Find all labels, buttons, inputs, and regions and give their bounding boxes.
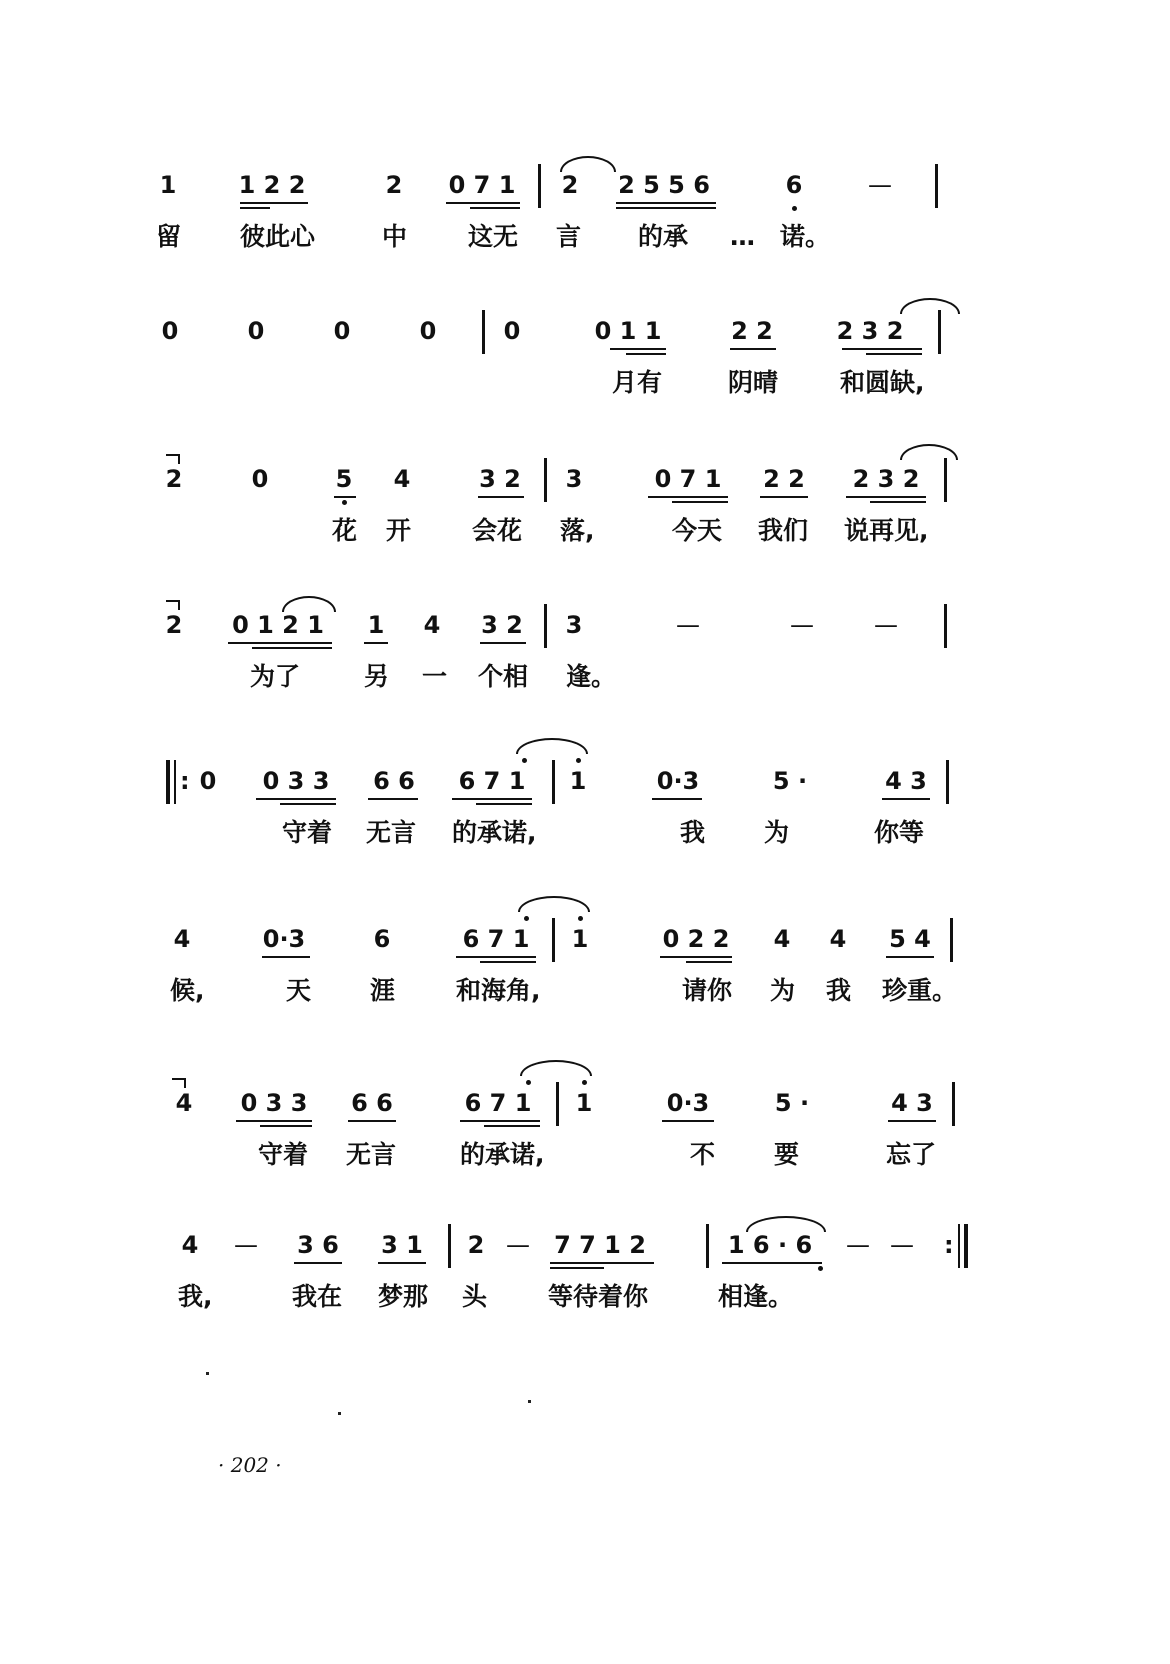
lyric: 的承 [638,222,689,251]
system-8 [0,1230,1170,1370]
lyric: … [730,222,755,251]
note: 2 [561,171,579,199]
underline [870,501,926,503]
note: 2 [165,611,183,639]
note: 0 [503,317,521,345]
lyric: 的承诺, [460,1140,545,1169]
note: 0 2 2 [662,925,730,953]
note: 4 [773,925,791,953]
notation-row [0,610,1170,650]
note: 6 [373,925,391,953]
note: 0 [199,767,217,795]
note: 5 · [774,1089,810,1117]
underline [280,803,336,805]
note: 0 [333,317,351,345]
lyric: 今天 [672,516,723,545]
note: 0 7 1 [654,465,722,493]
barline [938,310,941,354]
note: 2 2 [731,317,773,345]
dash-note: — [234,1231,258,1259]
note: 6 7 1 [458,767,526,795]
note: 6 6 [351,1089,393,1117]
repeat-start-thin [174,760,176,804]
underline [368,798,418,800]
note: 1 [571,925,589,953]
note: 1 [575,1089,593,1117]
note: 3 2 [481,611,523,639]
underline [888,1120,936,1122]
system-4 [0,610,1170,750]
note: 4 [175,1089,193,1117]
underline [866,353,922,355]
lyric: 请你 [682,976,733,1005]
barline [946,760,949,804]
note: 5 [335,465,353,493]
tie-bracket [172,1078,186,1088]
system-1 [0,170,1170,310]
note: 7 7 1 2 [554,1231,646,1259]
note: 1 [367,611,385,639]
underline [484,1125,540,1127]
lyric: 忘了 [886,1140,937,1169]
underline [846,496,926,498]
lyric: 天 [286,976,312,1005]
underline [886,956,934,958]
note: 2 2 [763,465,805,493]
note: 1 [569,767,587,795]
note: 0 7 1 [448,171,516,199]
lyrics-row [0,976,1170,1016]
lyric: 逢。 [566,662,617,691]
note: 6 6 [373,767,415,795]
note: 0·3 [656,767,700,795]
lyrics-row [0,516,1170,556]
barline [544,604,547,648]
underline [480,961,536,963]
note: 2 [165,465,183,493]
lyric: 月有 [612,368,663,397]
lyric: 我们 [758,516,809,545]
note: 3 [565,611,583,639]
note: 6 [785,171,803,199]
lyric: 和海角, [456,976,541,1005]
underline [722,1262,822,1264]
print-speck [206,1372,209,1375]
dash-note: — [846,1231,870,1259]
note: 4 3 [885,767,927,795]
lyric: 我在 [292,1282,343,1311]
lyric: 和圆缺, [840,368,925,397]
dash-note: — [790,611,814,639]
underline [478,496,524,498]
note: 2 [385,171,403,199]
lyrics-row [0,368,1170,408]
repeat-colon: : [180,767,190,795]
note: 0 [161,317,179,345]
lyric: 这无 [468,222,519,251]
lyric: 落, [560,516,595,545]
underline [760,496,808,498]
octave-dot [818,1266,823,1271]
underline [348,1120,396,1122]
note: 4 [173,925,191,953]
barline [552,760,555,804]
system-6 [0,924,1170,1064]
underline [550,1267,604,1269]
underline [480,642,526,644]
underline [446,202,520,204]
repeat-colon: : [944,1231,954,1259]
lyric: 我 [680,818,706,847]
underline [626,353,666,355]
lyric: 涯 [370,976,396,1005]
barline [706,1224,709,1268]
barline [952,1082,955,1126]
lyric: 中 [382,222,408,251]
notation-row [0,1230,1170,1270]
note: 2 3 2 [836,317,904,345]
underline [228,642,332,644]
dash-note: — [868,171,892,199]
barline [935,164,938,208]
underline [652,798,702,800]
underline [378,1262,426,1264]
system-5 [0,766,1170,906]
tie-bracket [166,600,180,610]
underline [660,956,732,958]
lyric: 我, [178,1282,213,1311]
underline [616,202,716,204]
underline [240,202,308,204]
note: 5 · [772,767,808,795]
notation-row [0,924,1170,964]
lyric: 守着 [282,818,333,847]
high-dot [582,1080,587,1085]
lyric: 无言 [366,818,417,847]
underline [294,1262,342,1264]
barline [556,1082,559,1126]
lyric: 阴晴 [728,368,779,397]
underline [256,798,336,800]
lyric: 花 [332,516,358,545]
note: 1 [159,171,177,199]
repeat-end-thick [964,1224,968,1268]
octave-dot [342,500,347,505]
system-3 [0,464,1170,604]
lyric: 梦那 [378,1282,429,1311]
octave-dot [792,206,797,211]
note: 5 4 [889,925,931,953]
underline [236,1120,312,1122]
lyric: 留 [156,222,182,251]
barline [552,918,555,962]
dash-note: — [676,611,700,639]
note: 0 1 2 1 [232,611,324,639]
notation-row [0,170,1170,210]
lyric: 个相 [478,662,529,691]
lyric: 为 [764,818,790,847]
barline [944,604,947,648]
dash-note: — [506,1231,530,1259]
repeat-end-thin [958,1224,960,1268]
note: 0 3 3 [262,767,330,795]
print-speck [528,1400,531,1403]
system-2 [0,316,1170,456]
lyric: 头 [462,1282,488,1311]
note: 0 [247,317,265,345]
barline [944,458,947,502]
note: 0·3 [262,925,306,953]
barline [950,918,953,962]
lyric: 无言 [346,1140,397,1169]
lyrics-row [0,1140,1170,1180]
underline [882,798,930,800]
underline [456,956,536,958]
note: 0 [419,317,437,345]
lyric: 为了 [250,662,301,691]
lyric: 会花 [472,516,523,545]
underline [470,207,520,209]
underline [262,956,310,958]
underline [334,496,356,498]
barline [482,310,485,354]
lyric: 候, [170,976,205,1005]
lyric: 言 [556,222,582,251]
underline [842,348,922,350]
high-dot [522,758,527,763]
dash-note: — [874,611,898,639]
dash-note: — [890,1231,914,1259]
lyrics-row [0,662,1170,702]
underline [662,1120,714,1122]
underline [616,207,716,209]
note: 0 1 1 [594,317,662,345]
note: 0 [251,465,269,493]
note: 2 3 2 [852,465,920,493]
lyric: 一 [422,662,448,691]
lyric: 相逢。 [718,1282,794,1311]
print-speck [338,1412,341,1415]
underline [260,1125,312,1127]
underline [610,348,666,350]
slur [560,156,616,172]
note: 4 [181,1231,199,1259]
lyric: 开 [386,516,412,545]
note: 1 2 2 [238,171,306,199]
underline [672,501,728,503]
underline [550,1262,654,1264]
lyric: 的承诺, [452,818,537,847]
notation-row [0,316,1170,356]
notation-row [0,464,1170,504]
barline [538,164,541,208]
underline [364,642,388,644]
lyric: 珍重。 [882,976,958,1005]
underline [686,961,732,963]
lyric: 你等 [874,818,925,847]
barline [544,458,547,502]
tie-bracket [166,454,180,464]
lyric: 我 [826,976,852,1005]
lyric: 为 [770,976,796,1005]
lyric: 守着 [258,1140,309,1169]
note: 2 [467,1231,485,1259]
note: 2 5 5 6 [618,171,710,199]
lyric: 要 [774,1140,800,1169]
note: 3 2 [479,465,521,493]
note: 0 3 3 [240,1089,308,1117]
lyric: 说再见, [844,516,929,545]
note: 3 [565,465,583,493]
note: 4 [423,611,441,639]
system-7 [0,1088,1170,1228]
underline [252,647,332,649]
lyrics-row [0,222,1170,262]
lyric: 彼此心 [240,222,316,251]
note: 6 7 1 [462,925,530,953]
lyrics-row [0,1282,1170,1322]
high-dot [524,916,529,921]
lyric: 不 [690,1140,716,1169]
note: 6 7 1 [464,1089,532,1117]
underline [452,798,532,800]
notation-row [0,766,1170,806]
underline [240,207,270,209]
lyric: 等待着你 [548,1282,649,1311]
underline [730,348,776,350]
high-dot [526,1080,531,1085]
barline [448,1224,451,1268]
lyrics-row [0,818,1170,858]
note: 0·3 [666,1089,710,1117]
note: 3 6 [297,1231,339,1259]
high-dot [576,758,581,763]
note: 1 6 · 6 [727,1231,813,1259]
repeat-start-thick [166,760,170,804]
lyric: 另 [364,662,390,691]
underline [648,496,728,498]
underline [460,1120,540,1122]
lyric: 诺。 [780,222,831,251]
underline [476,803,532,805]
page-number: · 202 · [218,1453,282,1477]
note: 4 3 [891,1089,933,1117]
note: 4 [393,465,411,493]
notation-row [0,1088,1170,1128]
note: 3 1 [381,1231,423,1259]
note: 4 [829,925,847,953]
high-dot [578,916,583,921]
